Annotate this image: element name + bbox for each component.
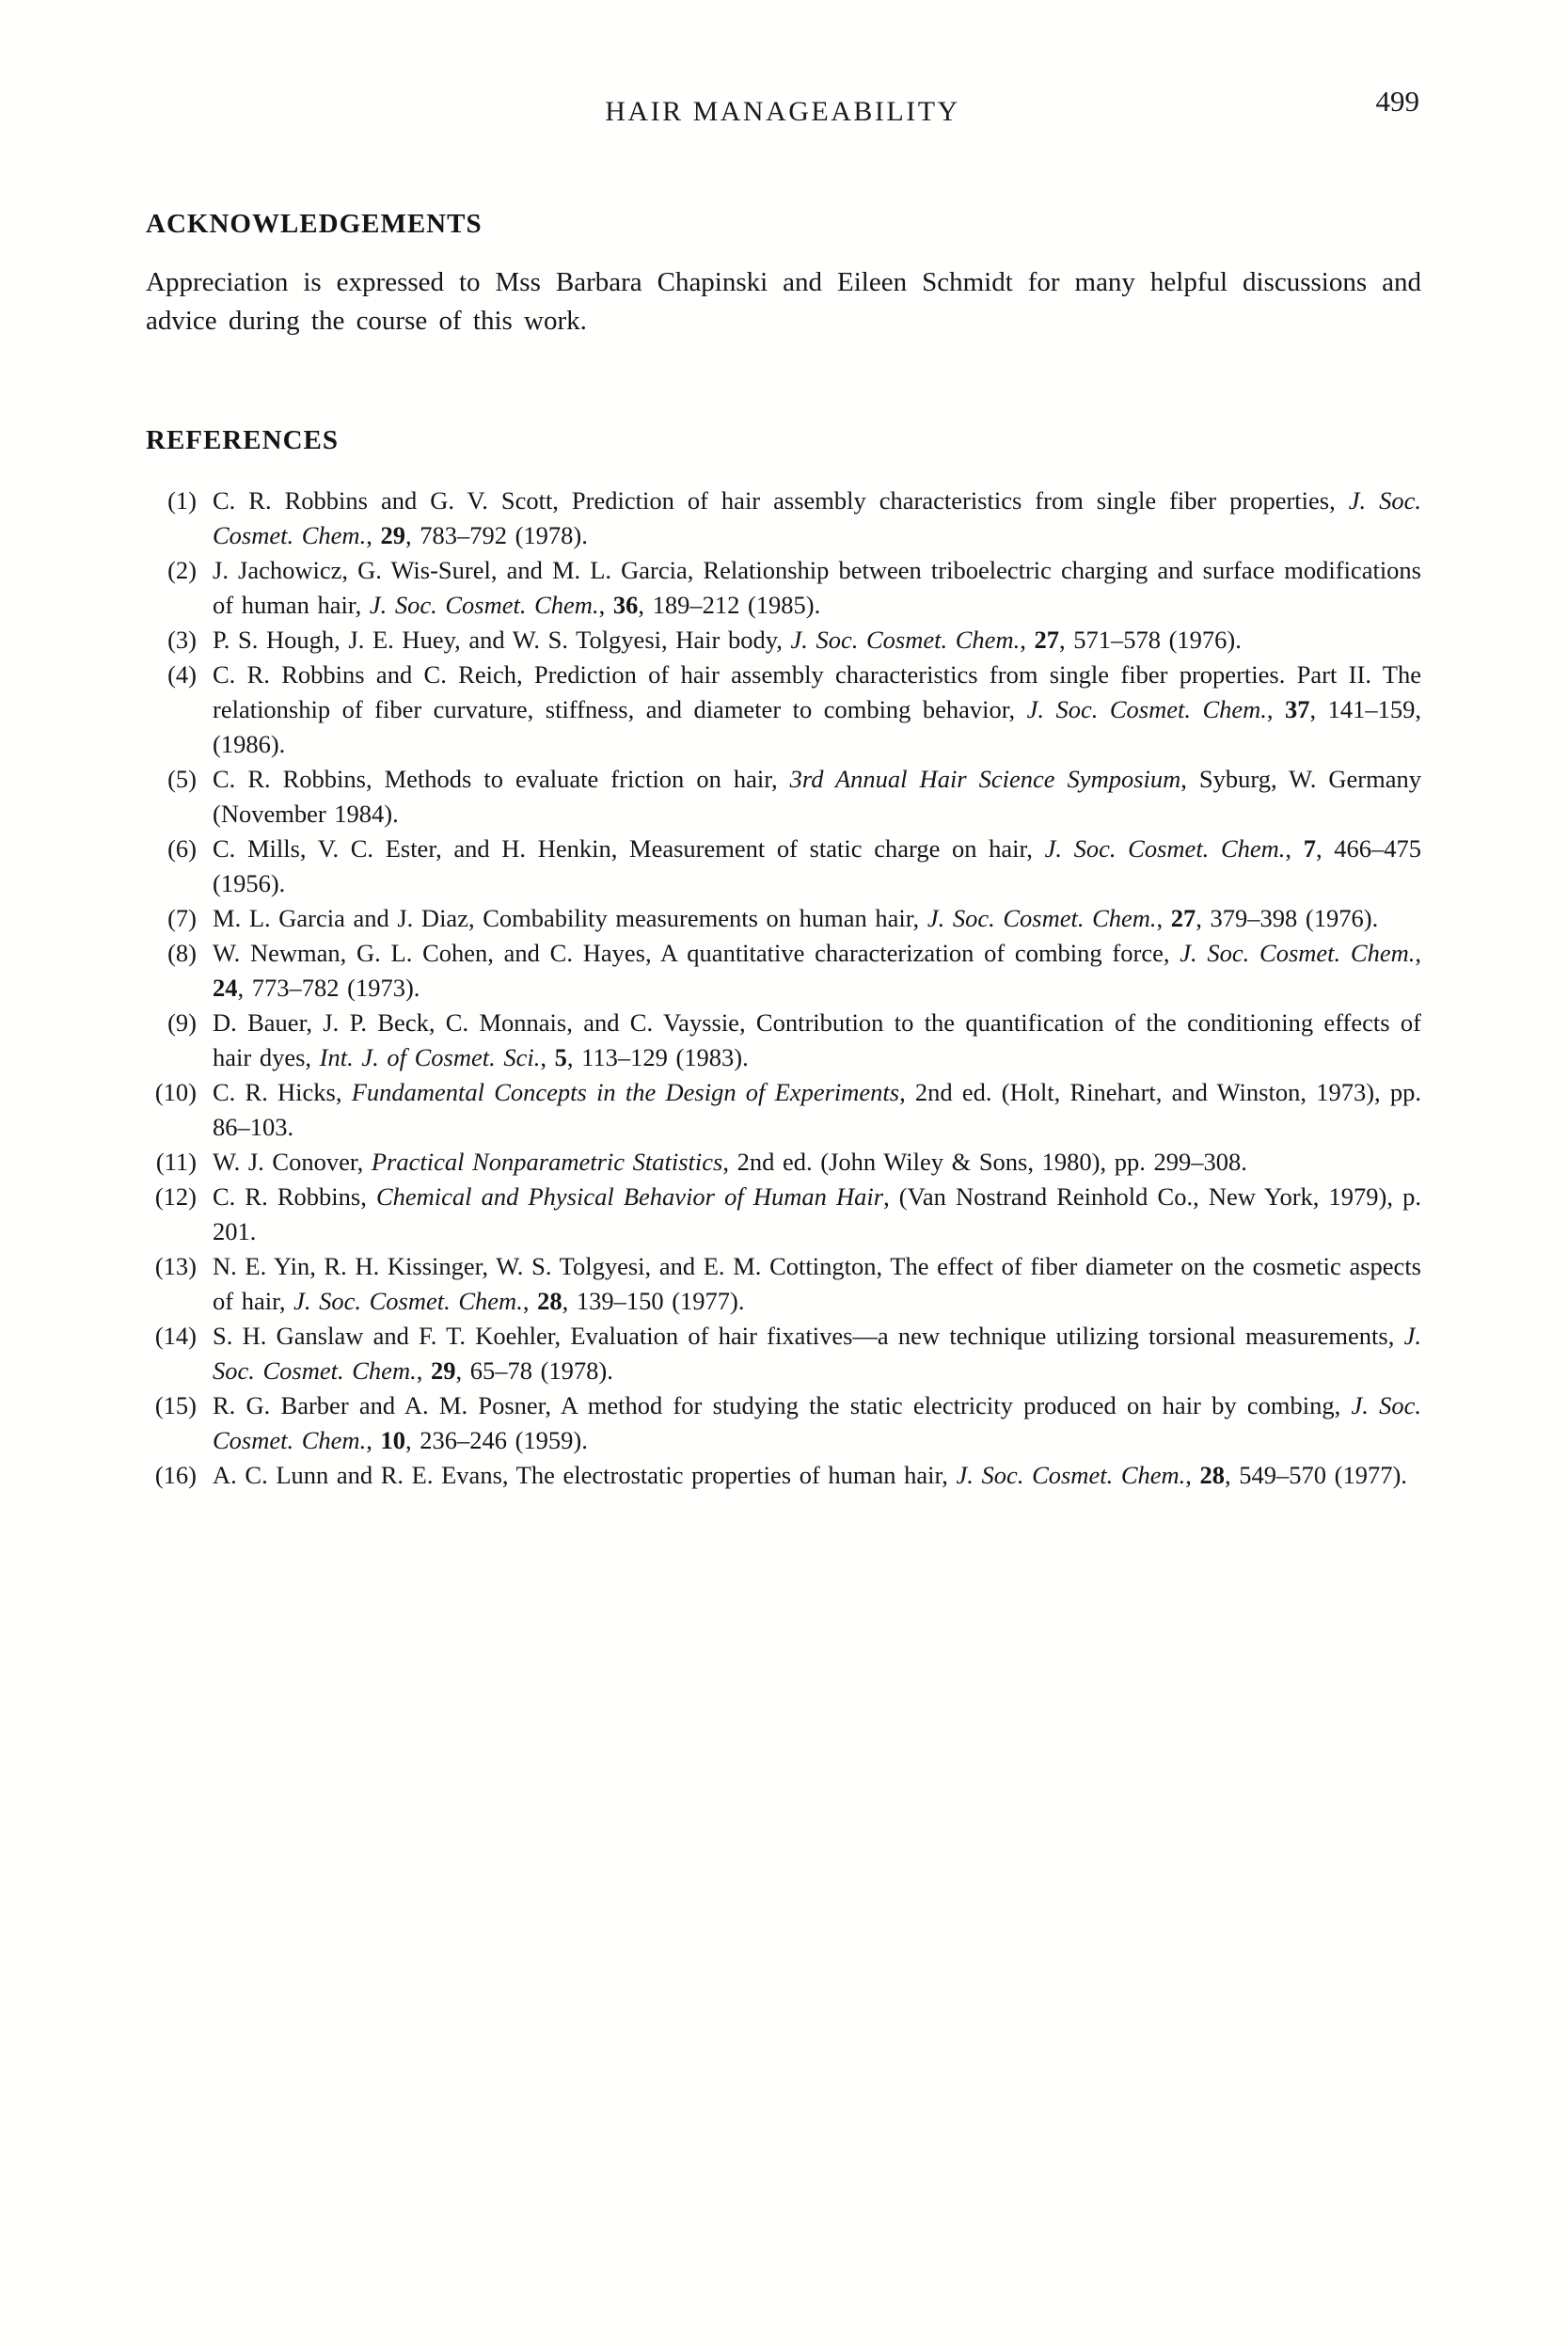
reference-number: (4)	[167, 660, 197, 689]
reference-item	[146, 553, 1421, 623]
reference-number: (11)	[155, 1148, 197, 1176]
reference-text: W. J. Conover, Practical Nonparametric Statistics, 2nd ed. (John Wiley & Sons, 1980), pp. 299–308.	[213, 1148, 1247, 1176]
reference-item	[146, 1145, 1421, 1180]
reference-number: (1)	[167, 486, 197, 515]
reference-number: (10)	[154, 1078, 197, 1106]
reference-text: M. L. Garcia and J. Diaz, Combability measurements on human hair, J. Soc. Cosmet. Chem., 27, 379–398 (1976).	[213, 904, 1379, 932]
reference-item	[146, 1180, 1421, 1249]
page-number: 499	[1375, 85, 1419, 118]
reference-item	[146, 1249, 1421, 1319]
acknowledgements-paragraph: Appreciation is expressed to Mss Barbara Chapinski and Eileen Schmidt for many helpful discussions and advice during the course of this work.	[146, 267, 1421, 336]
reference-text: C. R. Robbins, Methods to evaluate friction on hair, 3rd Annual Hair Science Symposium, Syburg, W. Germany (November 1984).	[213, 765, 1421, 828]
reference-item	[146, 1075, 1421, 1145]
reference-text: P. S. Hough, J. E. Huey, and W. S. Tolgyesi, Hair body, J. Soc. Cosmet. Chem., 27, 571–578 (1976).	[213, 626, 1242, 654]
running-head: HAIR MANAGEABILITY	[605, 96, 960, 127]
reference-item	[146, 762, 1421, 832]
reference-text: C. R. Robbins and C. Reich, Prediction of hair assembly characteristics from single fiber properties. Part II. The relationship of fiber curvature, stiffness, and diameter to combing behavior, J. Soc. Cosmet. Chem., 37, 141–159, (1986).	[213, 660, 1422, 758]
reference-number: (16)	[154, 1461, 197, 1489]
reference-text: C. R. Hicks, Fundamental Concepts in the Design of Experiments, 2nd ed. (Holt, Rinehart, and Winston, 1973), pp. 86–103.	[213, 1078, 1421, 1141]
reference-text: W. Newman, G. L. Cohen, and C. Hayes, A quantitative characterization of combing force, J. Soc. Cosmet. Chem., 24, 773–782 (1973).	[213, 939, 1421, 1002]
reference-number: (12)	[154, 1182, 197, 1211]
reference-item	[146, 936, 1421, 1006]
reference-list	[146, 483, 1421, 1493]
reference-number: (2)	[167, 556, 197, 584]
reference-text: C. R. Robbins, Chemical and Physical Behavior of Human Hair, (Van Nostrand Reinhold Co., New York, 1979), p. 201.	[213, 1182, 1421, 1245]
reference-text: C. Mills, V. C. Ester, and H. Henkin, Measurement of static charge on hair, J. Soc. Cosmet. Chem., 7, 466–475 (1956).	[213, 834, 1422, 897]
reference-text: R. G. Barber and A. M. Posner, A method for studying the static electricity produced on hair by combing, J. Soc. Cosmet. Chem., 10, 236–246 (1959).	[213, 1391, 1421, 1454]
page-header	[146, 85, 1419, 132]
reference-item	[146, 658, 1421, 762]
reference-number: (9)	[167, 1008, 197, 1037]
reference-item	[146, 623, 1421, 658]
reference-text: J. Jachowicz, G. Wis-Surel, and M. L. Garcia, Relationship between triboelectric charging and surface modifications of human hair, J. Soc. Cosmet. Chem., 36, 189–212 (1985).	[213, 556, 1421, 619]
reference-item	[146, 1319, 1421, 1388]
reference-number: (5)	[167, 765, 197, 793]
reference-number: (14)	[154, 1322, 197, 1350]
reference-number: (15)	[154, 1391, 197, 1419]
references-heading: REFERENCES	[146, 425, 339, 455]
reference-item	[146, 901, 1421, 936]
reference-number: (7)	[167, 904, 197, 932]
acknowledgements-heading: ACKNOWLEDGEMENTS	[146, 209, 483, 239]
reference-text: N. E. Yin, R. H. Kissinger, W. S. Tolgyesi, and E. M. Cottington, The effect of fiber diameter on the cosmetic aspects of hair, J. Soc. Cosmet. Chem., 28, 139–150 (1977).	[213, 1252, 1421, 1315]
reference-item	[146, 483, 1421, 553]
reference-text: A. C. Lunn and R. E. Evans, The electrostatic properties of human hair, J. Soc. Cosmet. Chem., 28, 549–570 (1977).	[213, 1461, 1407, 1489]
reference-text: C. R. Robbins and G. V. Scott, Prediction of hair assembly characteristics from single fiber properties, J. Soc. Cosmet. Chem., 29, 783–792 (1978).	[213, 486, 1421, 549]
reference-item	[146, 832, 1421, 901]
reference-item	[146, 1458, 1421, 1493]
reference-text: D. Bauer, J. P. Beck, C. Monnais, and C. Vayssie, Contribution to the quantification of the conditioning effects of hair dyes, Int. J. of Cosmet. Sci., 5, 113–129 (1983).	[213, 1008, 1421, 1071]
reference-text: S. H. Ganslaw and F. T. Koehler, Evaluation of hair fixatives—a new technique utilizing torsional measurements, J. Soc. Cosmet. Chem., 29, 65–78 (1978).	[213, 1322, 1421, 1385]
reference-number: (8)	[167, 939, 197, 967]
reference-number: (3)	[167, 626, 197, 654]
reference-number: (13)	[154, 1252, 197, 1280]
reference-item	[146, 1006, 1421, 1075]
reference-item	[146, 1388, 1421, 1458]
reference-number: (6)	[167, 834, 197, 863]
